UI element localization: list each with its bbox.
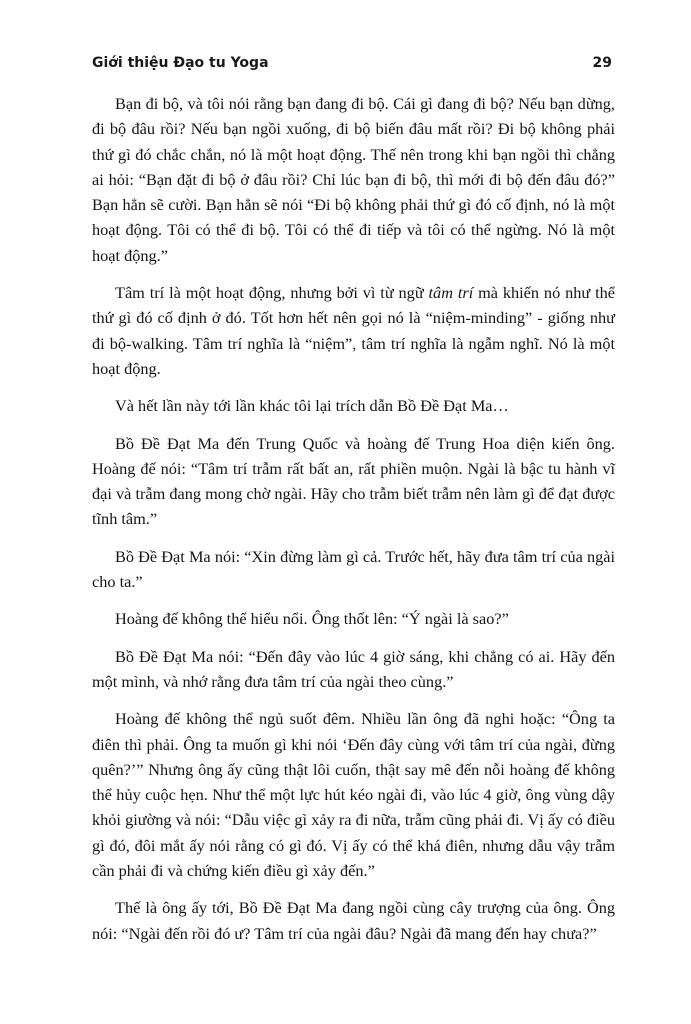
page-number: 29 [592,55,612,71]
paragraph-sleepless-night: Hoàng đế không thể ngủ suốt đêm. Nhiều lần ông đã nghi hoặc: “Ông ta điên thì phải. Ông ta muốn gì khi nói ‘Đến đây cùng với tâm trí của ngài, đừng quên?’” Nhưng ông ấy cũng thật lôi cuốn, thật say mê đến nỗi hoàng đế không thể hủy cuộc hẹn. Như thể một lực hút kéo ngài đi, vào lúc 4 giờ, ông vùng dậy khỏi giường và nói: “Dẫu việc gì xảy ra đi nữa, trẫm cũng phải đi. Vị ấy có điều gì đó, đôi mắt ấy nói rằng có gì đó. Vị ấy có thể khá điên, nhưng dẫu vậy trẫm cần phải đi và chứng kiến điều gì xảy đến.” [92,709,615,881]
paragraph-text: mà khiến nó như thể thứ gì đó cố định ở đó. Tốt hơn hết nên gọi nó là “niệm-minding” - giống như đi bộ-walking. Tâm trí nghĩa là “niệm”, tâm trí nghĩa là ngẫm nghĩ. Nó là một hoạt động. [92,283,615,378]
paragraph-reply: Bồ Đề Đạt Ma nói: “Xin đừng làm gì cả. Trước hết, hãy đưa tâm trí của ngài cho ta.” [92,546,615,592]
paragraph-meeting: Thế là ông ấy tới, Bồ Đề Đạt Ma đang ngồi cùng cây trượng của ông. Ông nói: “Ngài đến rồi đó ư? Tâm trí của ngài đâu? Ngài đã mang đến hay chưa?” [92,898,615,943]
body-text [92,91,615,958]
paragraph-invitation: Bồ Đề Đạt Ma nói: “Đến đây vào lúc 4 giờ sáng, khi chẳng có ai. Hãy đến một mình, và nhớ rằng đưa tâm trí của ngài theo cùng.” [92,646,615,691]
paragraph-emperor-confused: Hoàng đế không thể hiểu nổi. Ông thốt lên: “Ý ngài là sao?” [115,609,509,629]
paragraph-walking: Bạn đi bộ, và tôi nói rằng bạn đang đi bộ. Cái gì đang đi bộ? Nếu bạn dừng, đi bộ đâu rồi? Nếu bạn ngồi xuống, đi bộ biến đâu mất rồi? Đi bộ không phải thứ gì đó chắc chắn, nó là một hoạt động. Thế nên trong khi bạn ngồi thì chẳng ai hỏi: “Bạn đặt đi bộ ở đâu rồi? Chỉ lúc bạn đi bộ, thì mới đi bộ đến đâu đó?” Bạn hẳn sẽ cười. Bạn hẳn sẽ nói “Đi bộ không phải thứ gì đó cố định, nó là một hoạt động. Tôi có thể đi bộ. Tôi có thể đi tiếp và tôi có thể ngừng. Nó là một hoạt động.” [92,94,615,265]
paragraph-quote-intro: Và hết lần này tới lần khác tôi lại trích dẫn Bồ Đề Đạt Ma… [115,396,509,416]
paragraph-text: Tâm trí là một hoạt động, nhưng bởi vì từ ngữ [115,283,429,303]
emphasized-term: tâm trí [428,283,474,303]
paragraph-arrival: Bồ Đề Đạt Ma đến Trung Quốc và hoàng đế Trung Hoa diện kiến ông. Hoàng đế nói: “Tâm trí trẫm rất bất an, rất phiền muộn. Ngài là bậc tu hành vĩ đại và trẫm đang mong chờ ngài. Hãy cho trẫm biết trẫm nên làm gì để đạt được tĩnh tâm.” [92,433,615,529]
paragraph-mind-activity [92,280,615,381]
chapter-title: Giới thiệu Đạo tu Yoga [92,55,269,71]
running-header [92,55,612,79]
